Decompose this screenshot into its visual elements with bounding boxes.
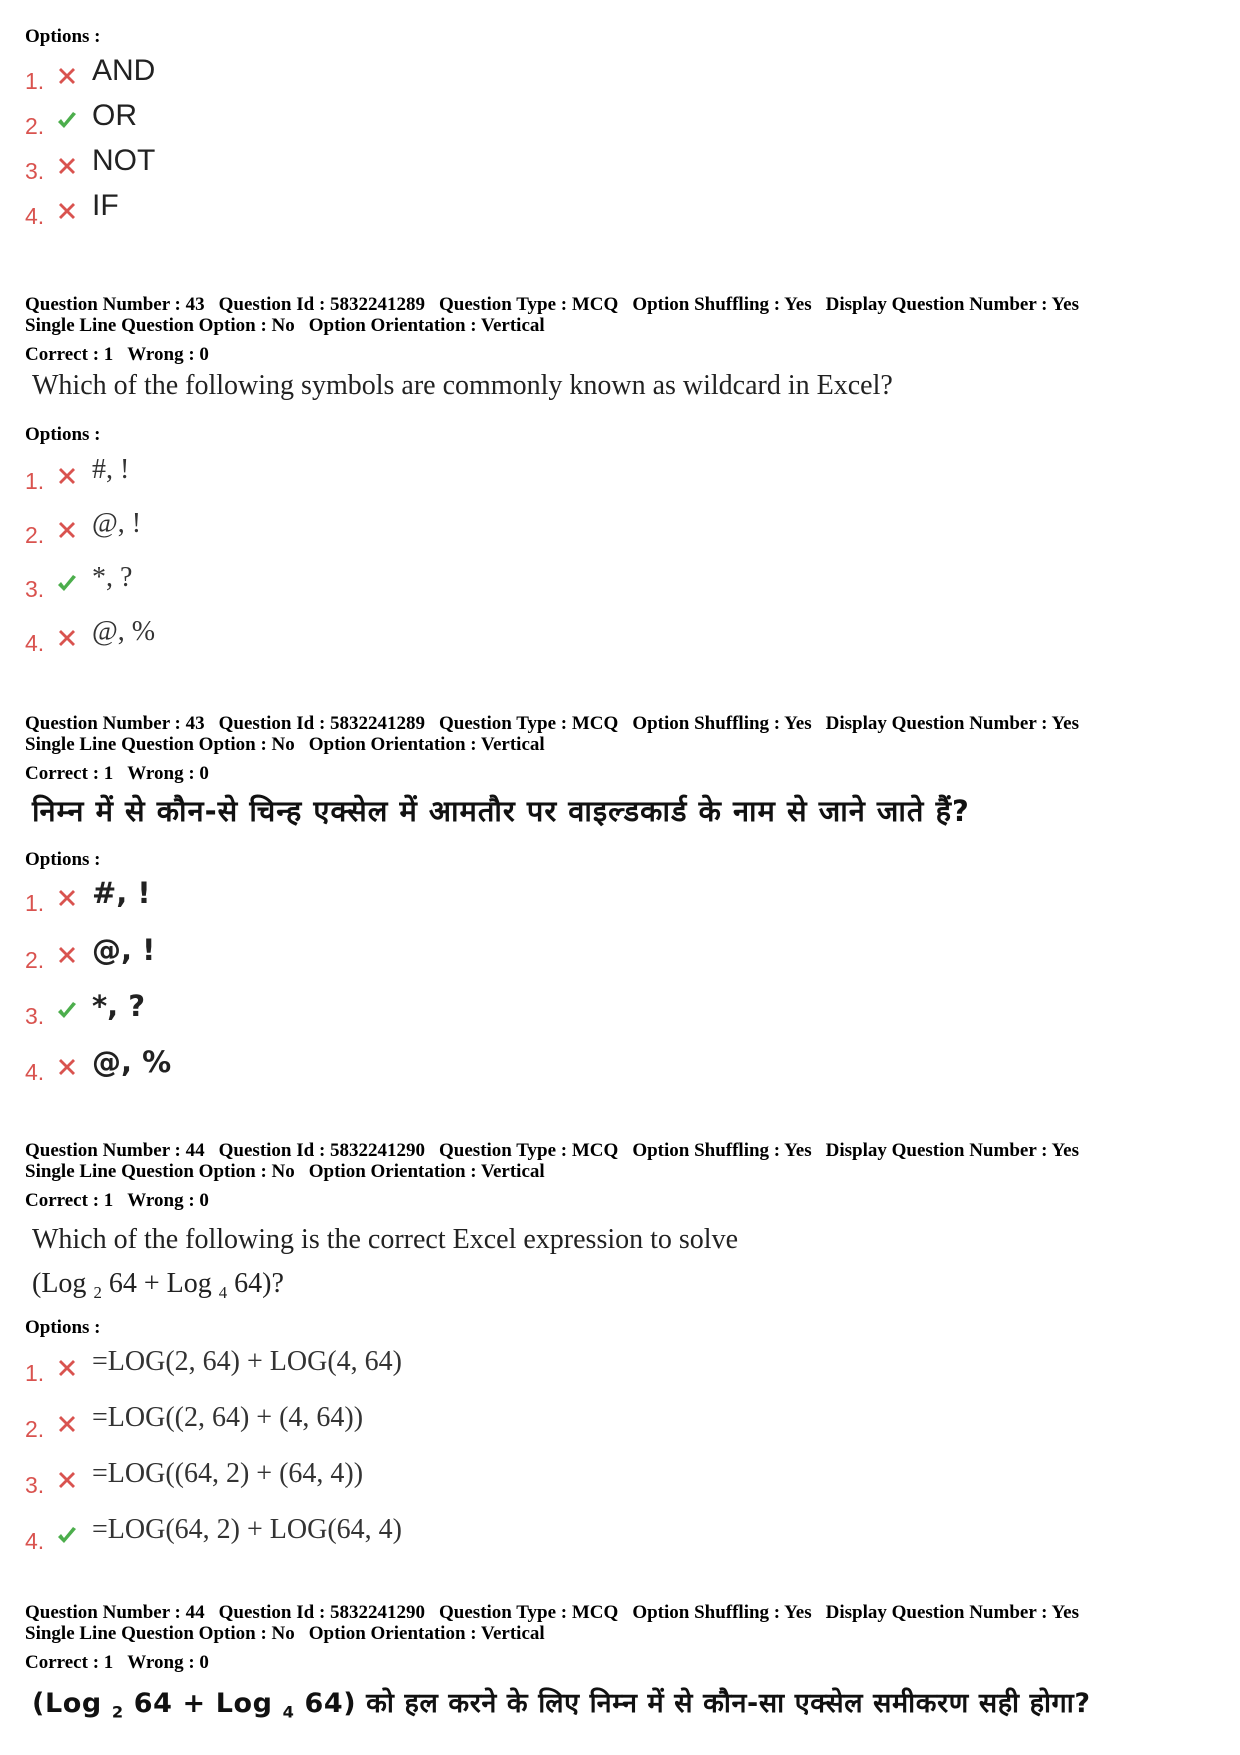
option-text: @, !: [92, 508, 142, 539]
question-meta-line-2: [25, 1161, 1079, 1182]
option-number: 1.: [25, 468, 45, 494]
display-question-number: Display Question Number : Yes: [825, 1602, 1079, 1623]
expr-part: 64) को हल करने के लिए निम्न में से कौन-सा एक्सेल समीकरण सही होगा?: [294, 1688, 1091, 1719]
correct-marks: Correct : 1: [25, 1652, 114, 1673]
question-meta: [25, 713, 1079, 755]
options-label: Options :: [25, 1317, 101, 1338]
option-text: NOT: [92, 144, 156, 177]
marks-line: [25, 344, 209, 365]
option-number: 2.: [25, 1416, 45, 1442]
wrong-cross-icon: [56, 627, 78, 649]
wrong-marks: Wrong : 0: [127, 1652, 209, 1673]
option-shuffling: Option Shuffling : Yes: [632, 1602, 812, 1623]
question-text-line-1: Which of the following is the correct Excel expression to solve: [32, 1224, 739, 1255]
correct-marks: Correct : 1: [25, 344, 114, 365]
option-text: OR: [92, 99, 137, 132]
expr-part: 64)?: [227, 1268, 284, 1299]
option-number: 1.: [25, 1360, 45, 1386]
option-number: 2.: [25, 947, 45, 973]
option-number: 3.: [25, 158, 45, 184]
correct-check-icon: [56, 1000, 78, 1022]
option-shuffling: Option Shuffling : Yes: [632, 1140, 812, 1161]
wrong-cross-icon: [56, 944, 78, 966]
question-text: [32, 1683, 1091, 1722]
question-text: निम्न में से कौन-से चिन्ह एक्सेल में आमतौर पर वाइल्डकार्ड के नाम से जाने जाते हैं?: [32, 794, 970, 828]
option-number: 4.: [25, 1528, 45, 1554]
option-orientation: Option Orientation : Vertical: [308, 1623, 545, 1644]
question-number: Question Number : 43: [25, 294, 205, 315]
option-number: 1.: [25, 890, 45, 916]
option-number: 4.: [25, 203, 45, 229]
display-question-number: Display Question Number : Yes: [825, 1140, 1079, 1161]
option-text: #, !: [92, 454, 130, 485]
wrong-cross-icon: [56, 155, 78, 177]
single-line-option: Single Line Question Option : No: [25, 734, 295, 755]
single-line-option: Single Line Question Option : No: [25, 1623, 295, 1644]
options-label: Options :: [25, 849, 101, 870]
log-base: 2: [93, 1282, 102, 1302]
wrong-cross-icon: [56, 887, 78, 909]
expr-part: 64 + Log: [101, 1268, 219, 1299]
option-text: =LOG((2, 64) + (4, 64)): [92, 1402, 364, 1433]
option-orientation: Option Orientation : Vertical: [308, 734, 545, 755]
log-base: 4: [218, 1282, 228, 1302]
option-orientation: Option Orientation : Vertical: [308, 315, 545, 336]
single-line-option: Single Line Question Option : No: [25, 1161, 295, 1182]
single-line-option: Single Line Question Option : No: [25, 315, 295, 336]
question-id: Question Id : 5832241290: [218, 1602, 426, 1623]
options-label: Options :: [25, 26, 101, 47]
question-text: Which of the following symbols are commonly known as wildcard in Excel?: [32, 370, 893, 401]
expr-part: (Log: [32, 1688, 112, 1719]
wrong-cross-icon: [56, 1413, 78, 1435]
question-type: Question Type : MCQ: [439, 1140, 619, 1161]
wrong-cross-icon: [56, 1056, 78, 1078]
option-text: @, %: [92, 616, 156, 647]
option-text: *, ?: [92, 989, 146, 1023]
wrong-cross-icon: [56, 65, 78, 87]
wrong-marks: Wrong : 0: [127, 344, 209, 365]
display-question-number: Display Question Number : Yes: [825, 713, 1079, 734]
expr-part: 64 + Log: [123, 1688, 283, 1719]
marks-line: [25, 763, 209, 784]
display-question-number: Display Question Number : Yes: [825, 294, 1079, 315]
option-text: AND: [92, 54, 156, 87]
option-number: 3.: [25, 1472, 45, 1498]
wrong-marks: Wrong : 0: [127, 763, 209, 784]
option-text: =LOG(64, 2) + LOG(64, 4): [92, 1514, 402, 1545]
question-id: Question Id : 5832241289: [218, 713, 426, 734]
marks-line: [25, 1652, 209, 1673]
question-number: Question Number : 44: [25, 1140, 205, 1161]
question-meta-line-2: [25, 315, 1079, 336]
option-text: *, ?: [92, 562, 133, 593]
option-text: @, %: [92, 1045, 172, 1079]
question-id: Question Id : 5832241289: [218, 294, 426, 315]
wrong-cross-icon: [56, 1357, 78, 1379]
option-text: =LOG((64, 2) + (64, 4)): [92, 1458, 364, 1489]
correct-marks: Correct : 1: [25, 763, 114, 784]
question-type: Question Type : MCQ: [439, 713, 619, 734]
wrong-cross-icon: [56, 519, 78, 541]
log-base: 4: [282, 1702, 295, 1722]
option-number: 4.: [25, 1059, 45, 1085]
option-number: 2.: [25, 113, 45, 139]
wrong-cross-icon: [56, 465, 78, 487]
question-meta-line-1: [25, 1602, 1079, 1623]
log-base: 2: [111, 1702, 124, 1722]
option-number: 4.: [25, 630, 45, 656]
question-meta-line-1: [25, 1140, 1079, 1161]
option-shuffling: Option Shuffling : Yes: [632, 713, 812, 734]
expr-part: (Log: [32, 1268, 94, 1299]
option-orientation: Option Orientation : Vertical: [308, 1161, 545, 1182]
question-number: Question Number : 43: [25, 713, 205, 734]
correct-check-icon: [56, 1525, 78, 1547]
correct-check-icon: [56, 110, 78, 132]
question-type: Question Type : MCQ: [439, 294, 619, 315]
question-number: Question Number : 44: [25, 1602, 205, 1623]
question-type: Question Type : MCQ: [439, 1602, 619, 1623]
wrong-cross-icon: [56, 1469, 78, 1491]
question-meta: [25, 294, 1079, 336]
correct-marks: Correct : 1: [25, 1190, 114, 1211]
question-meta-line-2: [25, 734, 1079, 755]
option-text: =LOG(2, 64) + LOG(4, 64): [92, 1346, 402, 1377]
question-text-line-2: [32, 1268, 284, 1303]
wrong-marks: Wrong : 0: [127, 1190, 209, 1211]
marks-line: [25, 1190, 209, 1211]
question-meta: [25, 1140, 1079, 1182]
option-shuffling: Option Shuffling : Yes: [632, 294, 812, 315]
option-number: 2.: [25, 522, 45, 548]
option-number: 3.: [25, 576, 45, 602]
option-text: @, !: [92, 933, 156, 967]
wrong-cross-icon: [56, 200, 78, 222]
option-text: IF: [92, 189, 119, 222]
question-id: Question Id : 5832241290: [218, 1140, 426, 1161]
question-meta-line-1: [25, 294, 1079, 315]
correct-check-icon: [56, 573, 78, 595]
option-number: 3.: [25, 1003, 45, 1029]
options-label: Options :: [25, 424, 101, 445]
question-meta-line-1: [25, 713, 1079, 734]
option-text: #, !: [92, 876, 151, 910]
question-meta-line-2: [25, 1623, 1079, 1644]
question-meta: [25, 1602, 1079, 1644]
option-number: 1.: [25, 68, 45, 94]
